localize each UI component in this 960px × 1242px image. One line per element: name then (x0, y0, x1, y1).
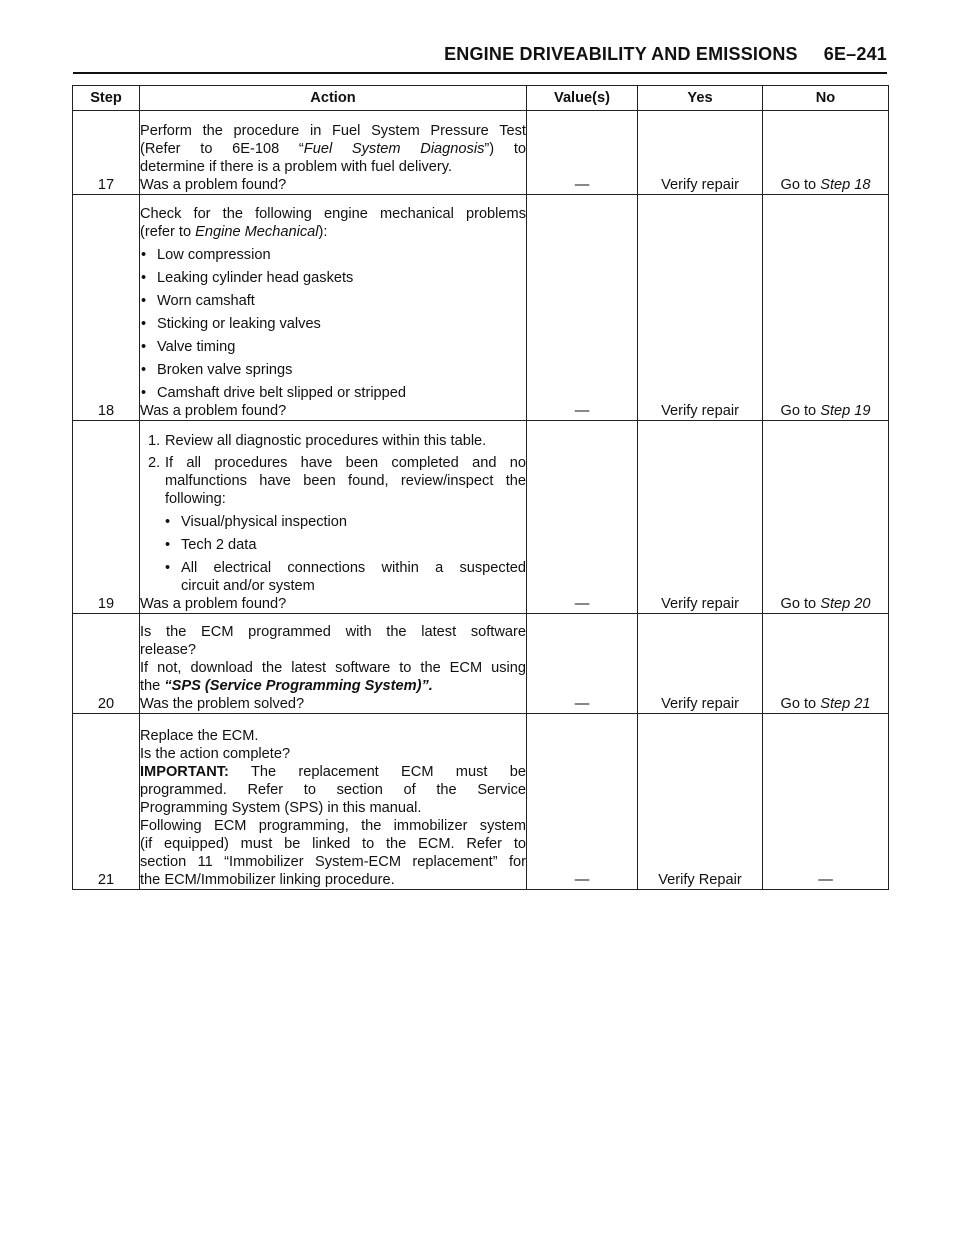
step-value: — (527, 614, 638, 714)
bullet-icon: • (165, 560, 171, 576)
step-value: — (527, 714, 638, 890)
column-header-yes: Yes (638, 86, 763, 111)
next-step-link: Step 20 (820, 596, 871, 612)
table-row-step-18 (73, 195, 889, 421)
table-row-step-21 (73, 714, 889, 890)
list-item: • Camshaft drive belt slipped or stripped (141, 385, 407, 401)
list-item: • Broken valve springs (141, 362, 293, 378)
step-question: Was a problem found? (140, 177, 287, 193)
step-number: 19 (73, 421, 140, 614)
important-note: IMPORTANT: The replacement ECM must be (140, 764, 526, 780)
page-header (73, 44, 887, 74)
step-value: — (527, 195, 638, 421)
list-item: 1. Review all diagnostic procedures within this table. (148, 433, 487, 449)
step-no: Go to Step 20 (763, 421, 889, 614)
list-item: • All electrical connections within a suspected circuit and/or system (165, 560, 526, 594)
step-action (140, 421, 527, 614)
step-no: — (763, 714, 889, 890)
reference-link: Fuel System Diagnosis (303, 141, 485, 157)
step-no: Go to Step 21 (763, 614, 889, 714)
bullet-icon: • (141, 316, 147, 332)
page-number: 6E–241 (823, 44, 887, 64)
list-item: • Sticking or leaking valves (141, 316, 321, 332)
step-value: — (527, 421, 638, 614)
table-header-row (73, 86, 889, 111)
step-yes: Verify repair (638, 111, 763, 195)
bullet-icon: • (165, 514, 171, 530)
bullet-icon: • (141, 362, 147, 378)
step-action: Replace the ECM. Is the action complete? IMPORTANT: The replacement ECM must be programmed. Refer to section of the Service Programming System (SPS) in this manual. Following ECM programming, the immobilizer system (if equipped) must be linked to the ECM. Refer to section 11 “Immobilizer System-ECM replacement” for the ECM/Immobilizer linking procedure. (140, 714, 527, 890)
list-item: • Leaking cylinder head gaskets (141, 270, 354, 286)
bullet-icon: • (141, 339, 147, 355)
reference-link: “SPS (Service Programming System)”. (164, 678, 433, 694)
bullet-icon: • (141, 293, 147, 309)
bullet-icon: • (165, 537, 171, 553)
bullet-icon: • (141, 385, 147, 401)
list-item: • Worn camshaft (141, 293, 255, 309)
list-item: 2. If all procedures have been completed and no malfunctions have been found, review/inspect the following: (148, 455, 526, 507)
step-action: Is the ECM programmed with the latest software release? If not, download the latest software to the ECM using the “SPS (Service Programming System)”. Was the problem solved? (140, 614, 527, 714)
step-question: Was a problem found? (140, 596, 287, 612)
table-row-step-17 (73, 111, 889, 195)
table-row-step-20 (73, 614, 889, 714)
step-action: Perform the procedure in Fuel System Pressure Test (Refer to 6E-108 “Fuel System Diagnosis”) to determine if there is a problem with fuel delivery. Was a problem found? (140, 111, 527, 195)
list-item: • Valve timing (141, 339, 236, 355)
step-yes: Verify Repair (638, 714, 763, 890)
reference-link: Engine Mechanical (195, 224, 319, 240)
step-number: 21 (73, 714, 140, 890)
step-question: Was the problem solved? (140, 696, 305, 712)
list-item: • Low compression (141, 247, 271, 263)
step-number: 18 (73, 195, 140, 421)
step-number: 20 (73, 614, 140, 714)
column-header-step: Step (73, 86, 140, 111)
table-row-step-19 (73, 421, 889, 614)
bullet-icon: • (141, 270, 147, 286)
step-yes: Verify repair (638, 195, 763, 421)
step-yes: Verify repair (638, 421, 763, 614)
bullet-icon: • (141, 247, 147, 263)
next-step-link: Step 18 (820, 177, 871, 193)
list-item: • Tech 2 data (165, 537, 257, 553)
column-header-action: Action (140, 86, 527, 111)
step-no: Go to Step 19 (763, 195, 889, 421)
step-number: 17 (73, 111, 140, 195)
step-value: — (527, 111, 638, 195)
step-yes: Verify repair (638, 614, 763, 714)
step-action: Check for the following engine mechanical problems (refer to Engine Mechanical): • Low compression • Leaking cylinder head gaskets • Worn camshaft • Sticking or leaking valves • Valve timing • Broken valve springs • Camshaft drive belt slipped or stripped Was a problem found? (140, 195, 527, 421)
next-step-link: Step 19 (820, 403, 871, 419)
step-no: Go to Step 18 (763, 111, 889, 195)
column-header-no: No (763, 86, 889, 111)
section-title: ENGINE DRIVEABILITY AND EMISSIONS (444, 44, 798, 64)
step-question: Was a problem found? (140, 403, 287, 419)
diagnostic-table (72, 85, 889, 890)
column-header-values: Value(s) (527, 86, 638, 111)
list-item: • Visual/physical inspection (165, 514, 348, 530)
next-step-link: Step 21 (820, 696, 871, 712)
